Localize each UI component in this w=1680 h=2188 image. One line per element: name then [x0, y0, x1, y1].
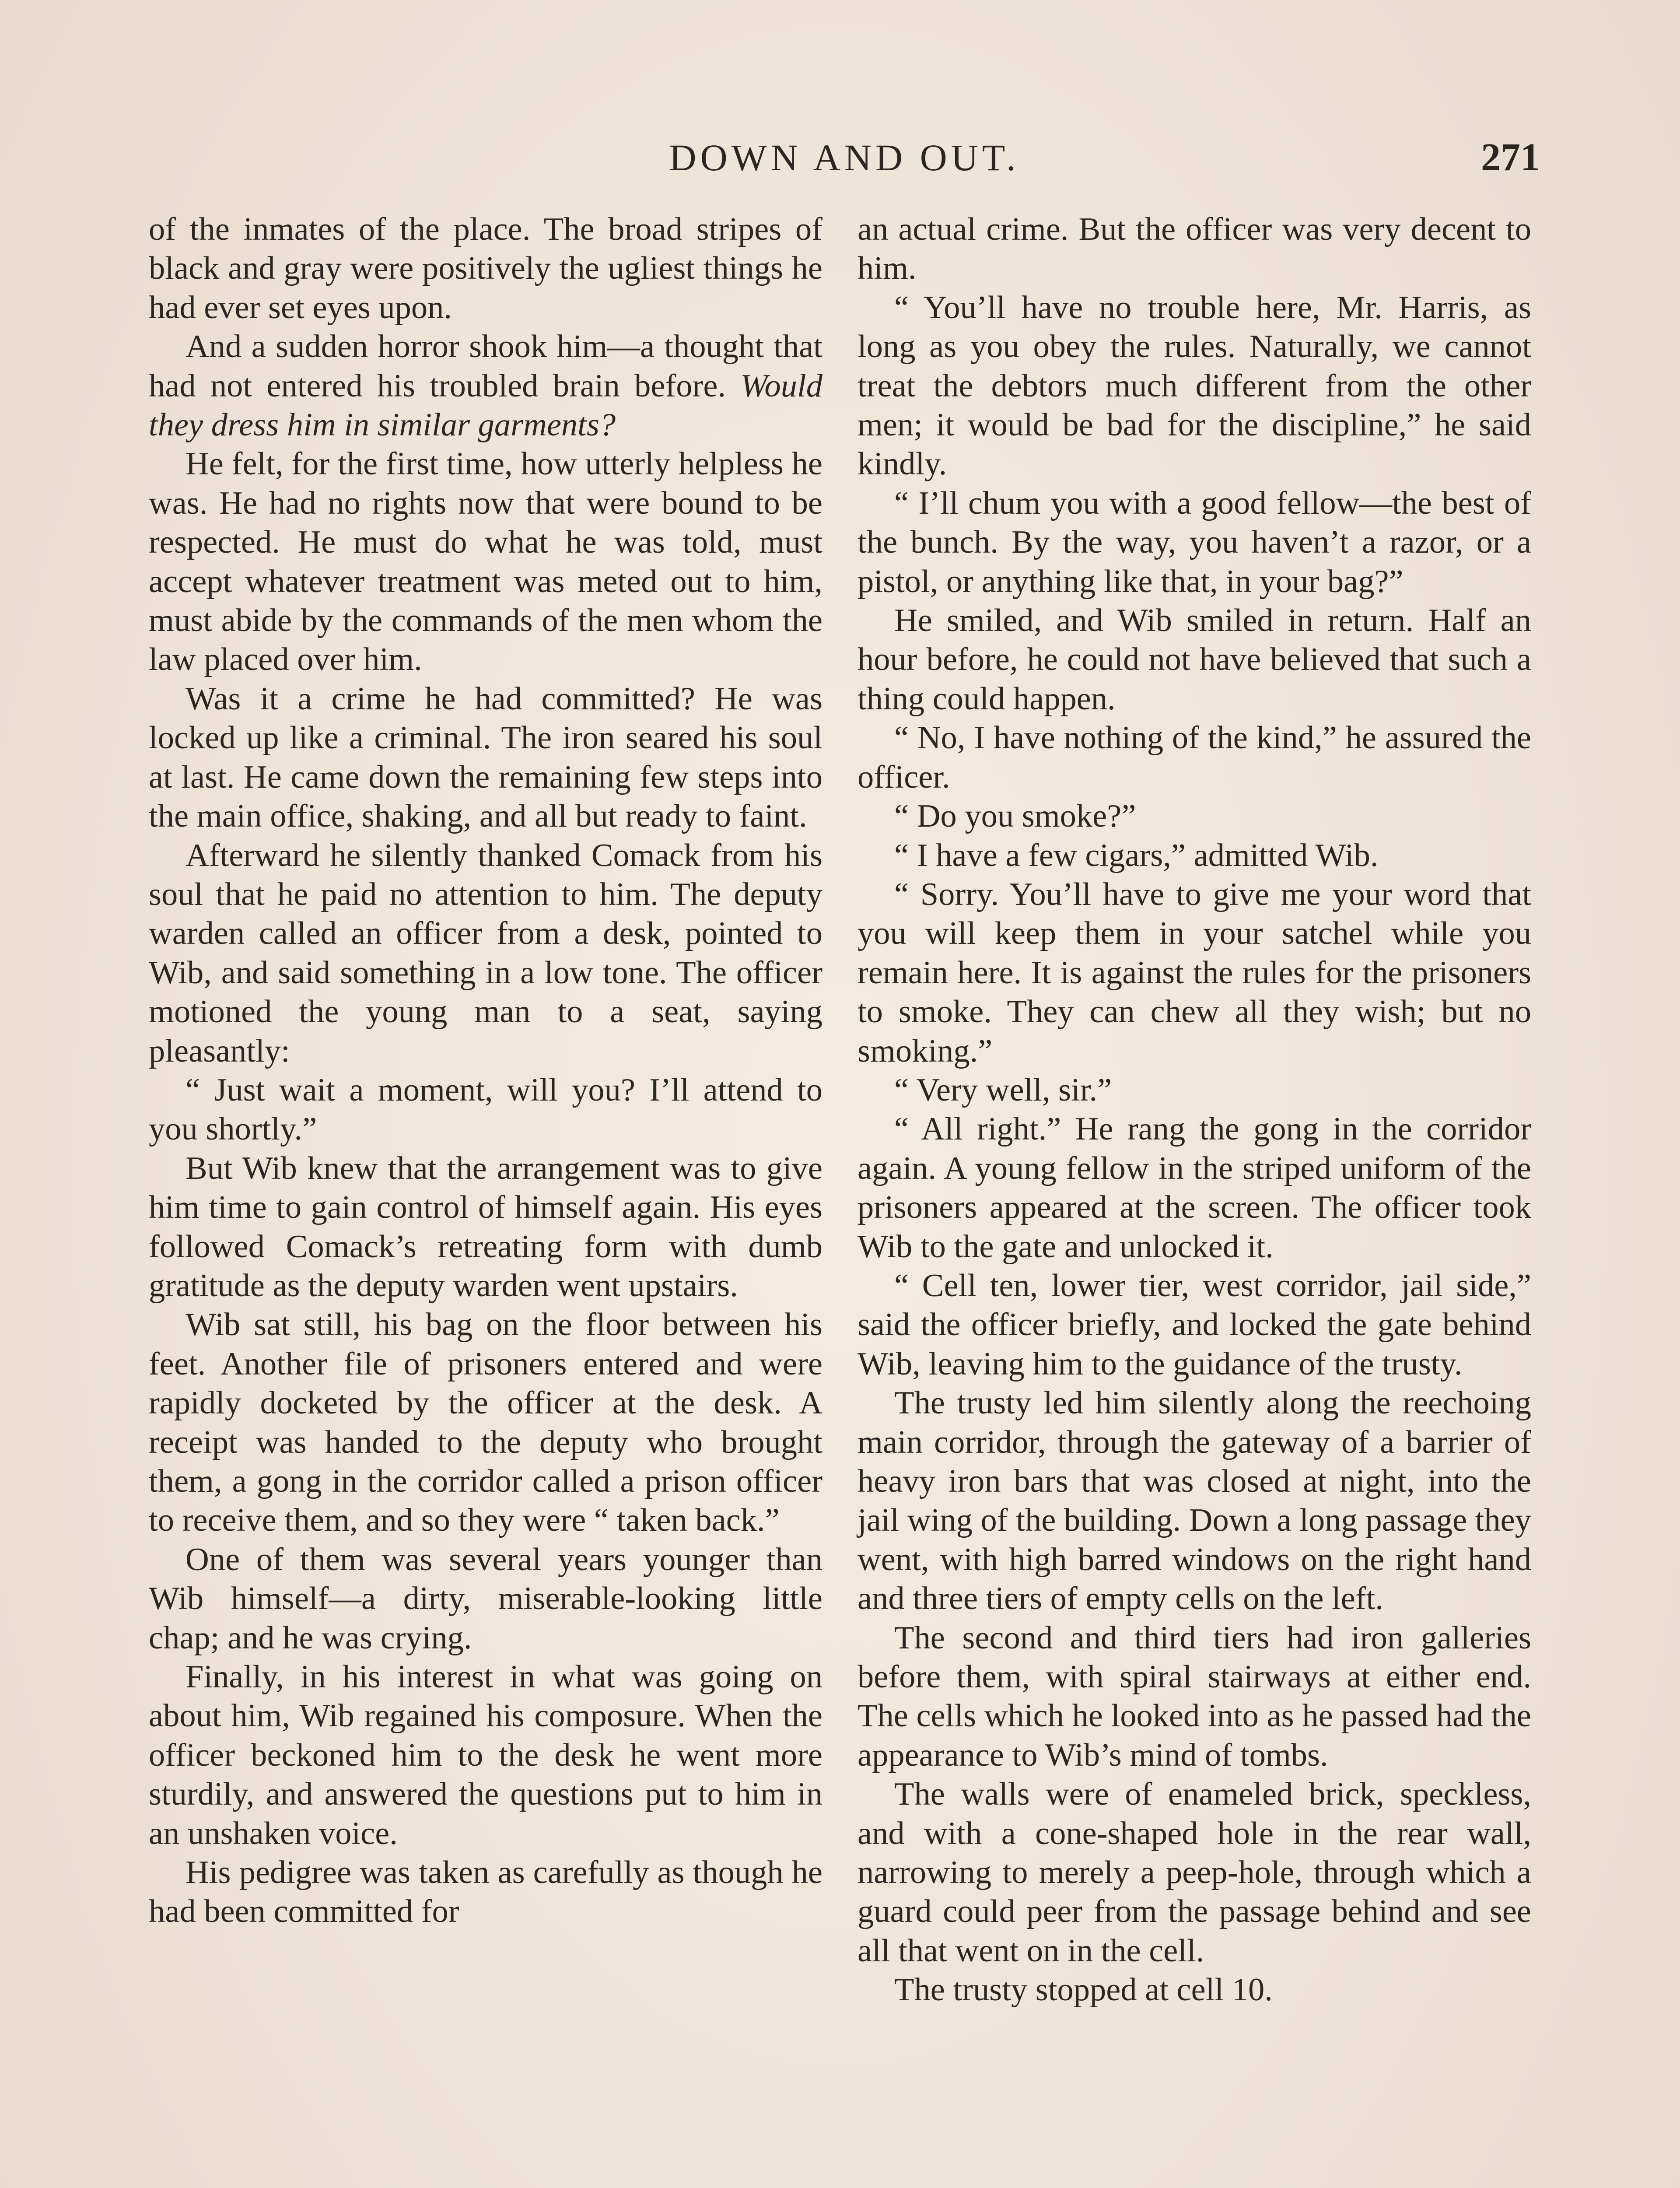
paragraph: [149, 327, 822, 445]
paragraph: He felt, for the first time, how utterly helpless he was. He had no rights now that were bound to be respected. He must do what he was told, must accept whatever treatment was meted out to him, must abide by the commands of the men whom the law placed over him.: [149, 446, 822, 678]
paragraph: He smiled, and Wib smiled in return. Half an hour before, he could not have believed that such a thing could happen.: [858, 603, 1531, 717]
paragraph: The trusty led him silently along the reechoing main corridor, through the gateway of a barrier of heavy iron bars that was closed at night, into the jail wing of the building. Down a long passage they went, with high barred windows on the right hand and three tiers of empty cells on the left.: [858, 1385, 1531, 1617]
paragraph: of the inmates of the place. The broad stripes of black and gray were positively the ugliest things he had ever set eyes upon.: [149, 211, 822, 326]
left-column: [149, 210, 822, 1932]
paragraph: Was it a crime he had committed? He was locked up like a criminal. The iron seared his soul at last. He came down the remaining few steps into the main office, shaking, and all but ready to faint.: [149, 680, 822, 835]
paragraph: The trusty stopped at cell 10.: [894, 1972, 1273, 2008]
paragraph: “ I have a few cigars,” admitted Wib.: [894, 837, 1379, 873]
paragraph: His pedigree was taken as carefully as though he had been committed for: [149, 1855, 822, 1930]
paragraph: “ All right.” He rang the gong in the corridor again. A young fellow in the striped uniform of the prisoners appeared at the screen. The officer took Wib to the gate and unlocked it.: [858, 1111, 1531, 1265]
paragraph: Finally, in his interest in what was going on about him, Wib regained his composure. When the officer beckoned him to the desk he went more sturdily, and answered the questions put to him in an unshaken voice.: [149, 1659, 822, 1851]
paragraph: “ Just wait a moment, will you? I’ll attend to you shortly.”: [149, 1072, 822, 1147]
paragraph-text: And a sudden horror shook him—a thought that had not entered his troubled brain before.: [149, 329, 822, 404]
right-column: [858, 210, 1531, 2010]
paragraph: “ I’ll chum you with a good fellow—the best of the bunch. By the way, you haven’t a razor, or a pistol, or anything like that, in your bag?”: [858, 485, 1531, 600]
running-title: DOWN AND OUT.: [669, 137, 1020, 179]
italic-text: Would they dress him in similar garments?: [149, 368, 822, 443]
paragraph: Wib sat still, his bag on the floor between his feet. Another file of prisoners entered and were rapidly docketed by the officer at the desk. A receipt was handed to the deputy who brought them, a gong in the corridor called a prison officer to receive them, and so they were “ taken back.”: [149, 1307, 822, 1539]
paragraph: Afterward he silently thanked Comack from his soul that he paid no attention to him. The deputy warden called an officer from a desk, pointed to Wib, and said something in a low tone. The officer motioned the young man to a seat, saying pleasantly:: [149, 837, 822, 1069]
page-header: [149, 131, 1540, 184]
paragraph: “ Very well, sir.”: [894, 1072, 1112, 1108]
paragraph: “ No, I have nothing of the kind,” he assured the officer.: [858, 720, 1531, 795]
page-number: 271: [1481, 136, 1540, 179]
paragraph: “ Do you smoke?”: [894, 798, 1136, 835]
paragraph: an actual crime. But the officer was very decent to him.: [858, 211, 1531, 287]
paragraph: “ Cell ten, lower tier, west corridor, jail side,” said the officer briefly, and locked the gate behind Wib, leaving him to the guidance of the trusty.: [858, 1267, 1531, 1382]
paragraph: “ Sorry. You’ll have to give me your word that you will keep them in your satchel while you remain here. It is against the rules for the prisoners to smoke. They can chew all they wish; but no smoking.”: [858, 876, 1531, 1069]
paragraph: One of them was several years younger than Wib himself—a dirty, miserable-looking little chap; and he was crying.: [149, 1541, 822, 1656]
paragraph: The second and third tiers had iron galleries before them, with spiral stairways at either end. The cells which he looked into as he passed had the appearance to Wib’s mind of tombs.: [858, 1620, 1531, 1773]
paragraph: But Wib knew that the arrangement was to give him time to gain control of himself again. His eyes followed Comack’s retreating form with dumb gratitude as the deputy warden went upstairs.: [149, 1150, 822, 1304]
paragraph: “ You’ll have no trouble here, Mr. Harris, as long as you obey the rules. Naturally, we cannot treat the debtors much different from the other men; it would be bad for the discipline,” he said kindly.: [858, 289, 1531, 482]
paragraph: The walls were of enameled brick, speckless, and with a cone-shaped hole in the rear wall, narrowing to merely a peep-hole, through which a guard could peer from the passage behind and see all that went on in the cell.: [858, 1776, 1531, 1969]
